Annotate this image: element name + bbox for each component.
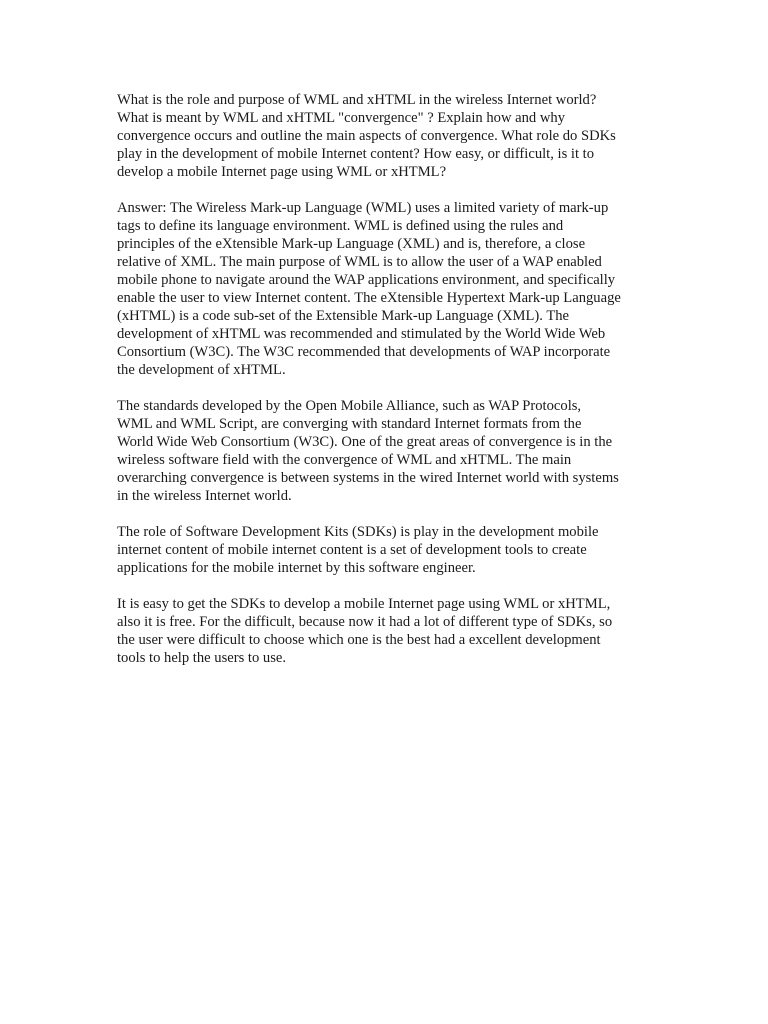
document-body [117,91,657,685]
question-paragraph: What is the role and purpose of WML and xHTML in the wireless Internet world? What is meant by WML and xHTML "convergence" ? Explain how and why convergence occurs and outline the main aspects of convergence. What role do SDKs play in the development of mobile Internet content? How easy, or difficult, is it to develop a mobile Internet page using WML or xHTML? [117,92,616,180]
answer-paragraph: Answer: The Wireless Mark-up Language (WML) uses a limited variety of mark-up tags to define its language environment. WML is defined using the rules and principles of the eXtensible Mark-up Language (XML) and is, therefore, a close relative of XML. The main purpose of WML is to allow the user of a WAP enabled mobile phone to navigate around the WAP applications environment, and specifically enable the user to view Internet content. The eXtensible Hypertext Mark-up Language (xHTML) is a code sub-set of the Extensible Mark-up Language (XML). The development of xHTML was recommended and stimulated by the World Wide Web Consortium (W3C). The W3C recommended that developments of WAP incorporate the development of xHTML. [117,200,621,378]
convergence-paragraph: The standards developed by the Open Mobile Alliance, such as WAP Protocols, WML and WML Script, are converging with standard Internet formats from the World Wide Web Consortium (W3C). One of the great areas of convergence is in the wireless software field with the convergence of WML and xHTML. The main overarching convergence is between systems in the wired Internet world with systems in the wireless Internet world. [117,398,619,504]
sdk-ease-paragraph: It is easy to get the SDKs to develop a mobile Internet page using WML or xHTML, also it is free. For the difficult, because now it had a lot of different type of SDKs, so the user were difficult to choose which one is the best had a excellent development tools to help the users to use. [117,596,613,666]
sdk-role-paragraph: The role of Software Development Kits (SDKs) is play in the development mobile internet content of mobile internet content is a set of development tools to create applications for the mobile internet by this software engineer. [117,524,599,576]
